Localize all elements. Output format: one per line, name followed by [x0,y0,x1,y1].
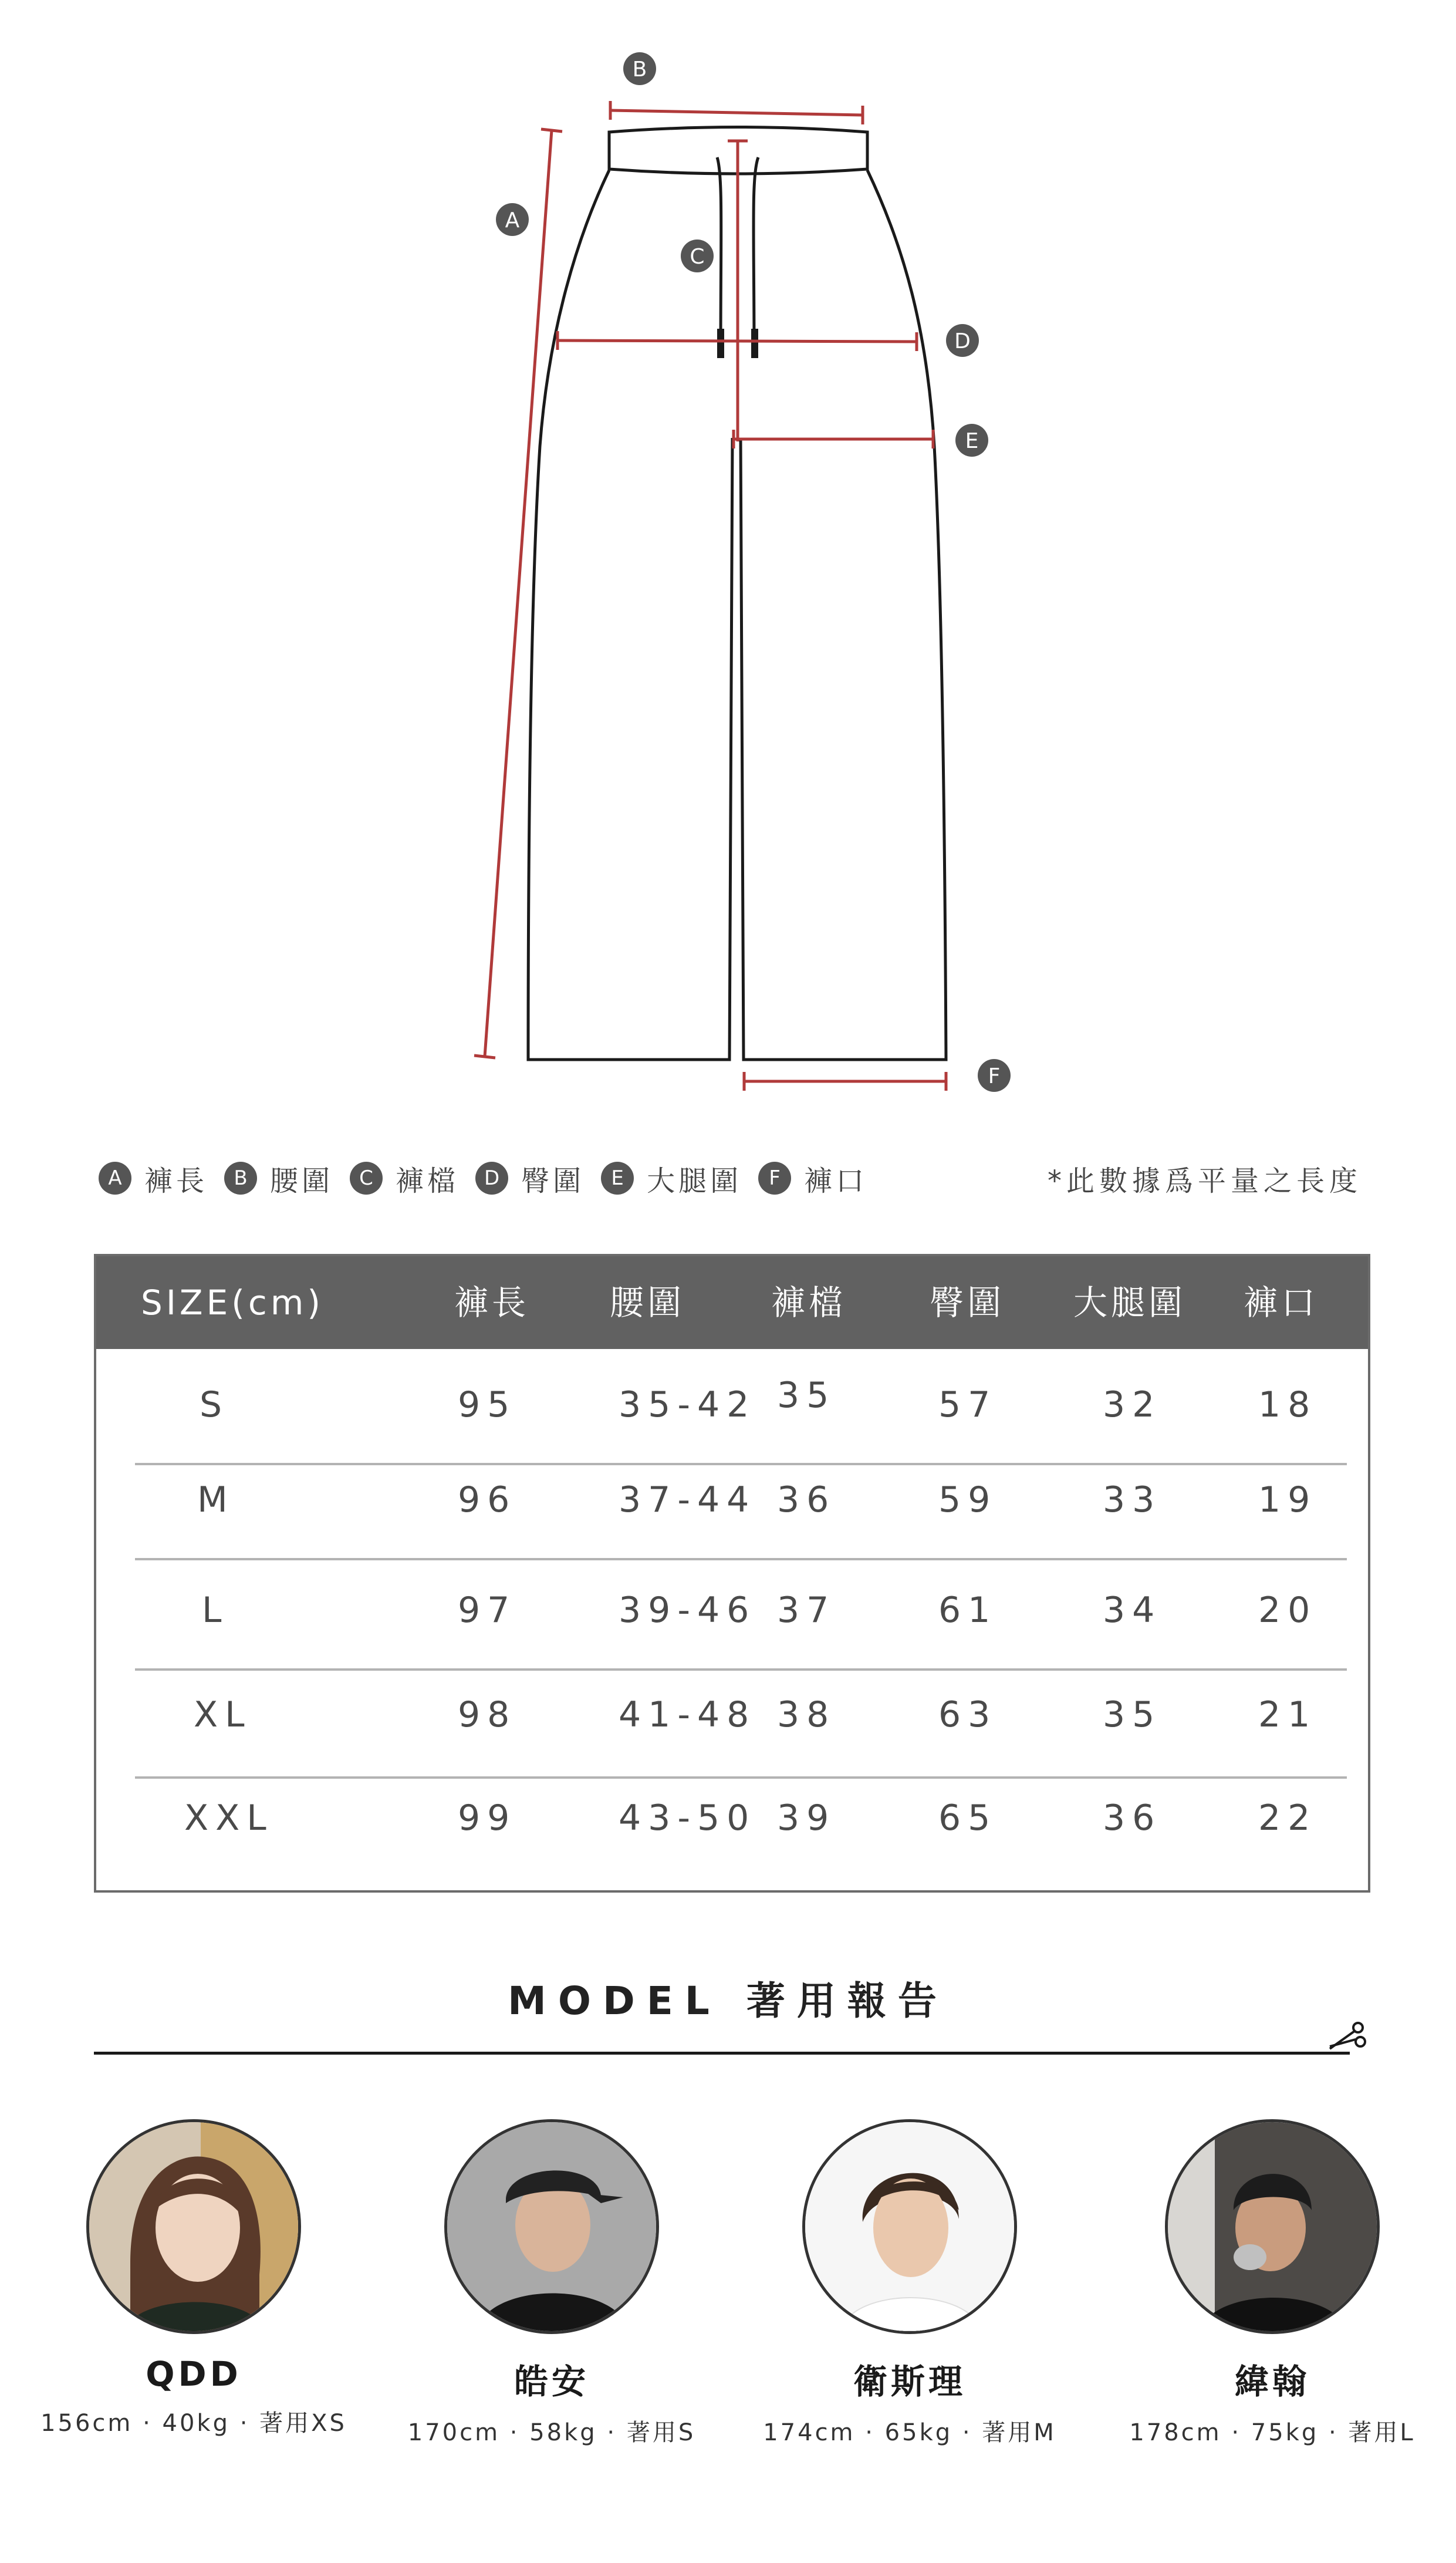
table-header [96,1256,1368,1349]
cell-thigh: 32 [1103,1384,1162,1425]
cell-waist: 39-46 [619,1590,756,1631]
cell-hip: 65 [938,1798,998,1839]
model-card-haoan [387,2119,716,2447]
cell-hem: 22 [1258,1798,1318,1839]
avatar-photo [1165,2119,1380,2334]
marker-badge-a [496,203,529,236]
legend-item-f [758,1158,867,1199]
avatar-photo [802,2119,1017,2334]
legend-item-b [224,1158,333,1199]
legend-badge: D [475,1162,508,1195]
pants-measurement-diagram [0,0,1456,1115]
model-name: QDD [146,2354,242,2394]
cell-thigh: 34 [1103,1590,1162,1631]
header-length: 褲長 [454,1283,530,1323]
header-size: SIZE(cm) [141,1283,324,1323]
header-rise: 褲檔 [771,1283,847,1323]
cell-length: 95 [458,1384,517,1425]
cell-hem: 21 [1258,1694,1318,1735]
legend-badge: F [758,1162,791,1195]
cell-hem: 19 [1258,1479,1318,1520]
marker-label-d: D [954,329,971,353]
avatar-photo [86,2119,301,2334]
cell-thigh: 35 [1103,1694,1162,1735]
legend-item-e [601,1158,742,1199]
model-section-title: MODEL 著用報告 [508,1978,948,2024]
legend-item-d [475,1158,585,1199]
marker-label-f: F [988,1064,1001,1088]
row-divider [135,1463,1347,1465]
cell-size: XL [194,1694,252,1735]
header-thigh: 大腿圍 [1073,1283,1187,1323]
cell-hip: 61 [938,1590,998,1631]
cell-size: S [200,1384,229,1425]
marker-badge-d [946,324,979,357]
cell-hip: 63 [938,1694,998,1735]
avatar-photo [444,2119,659,2334]
size-table [94,1254,1370,1893]
row-divider [135,1668,1347,1671]
cell-size: XXL [184,1798,273,1839]
marker-label-b: B [632,58,647,82]
cell-hip: 57 [938,1384,998,1425]
marker-badge-f [978,1059,1011,1092]
marker-badge-b [623,52,656,85]
model-name: 皓安 [514,2362,589,2402]
cell-rise: 35 [777,1375,836,1416]
model-info: 174cm · 65kg · 著用M [763,2419,1056,2446]
cell-rise: 36 [777,1479,836,1520]
model-info: 156cm · 40kg · 著用XS [40,2410,347,2437]
marker-label-a: A [505,208,520,232]
legend-label: 褲檔 [396,1164,460,1198]
cell-waist: 37-44 [619,1479,756,1520]
cell-length: 99 [458,1798,517,1839]
marker-badge-c [681,240,714,272]
cell-size: M [197,1479,235,1520]
cell-hip: 59 [938,1479,998,1520]
cell-thigh: 36 [1103,1798,1162,1839]
marker-label-e: E [965,429,979,453]
legend-item-a [99,1158,208,1199]
model-card-weihan [1108,2119,1437,2447]
cell-length: 97 [458,1590,517,1631]
cell-rise: 39 [777,1798,836,1839]
legend-item-c [350,1158,459,1199]
cell-waist: 41-48 [619,1694,756,1735]
model-name: 緯翰 [1234,2362,1310,2402]
cell-hem: 18 [1258,1384,1318,1425]
legend-label: 臀圍 [521,1164,585,1198]
legend-badge: E [601,1162,634,1195]
cell-size: L [202,1590,229,1631]
model-info: 178cm · 75kg · 著用L [1129,2419,1416,2446]
cell-length: 98 [458,1694,517,1735]
drawstring-tip-right [751,329,758,358]
cell-rise: 38 [777,1694,836,1735]
cell-length: 96 [458,1479,517,1520]
row-divider [135,1558,1347,1560]
header-hem: 褲口 [1244,1283,1319,1323]
row-divider [135,1776,1347,1779]
legend-badge: C [350,1162,383,1195]
pants-diagram-svg [0,0,1456,1115]
header-hip: 臀圍 [930,1283,1005,1323]
scissors-icon [1327,2019,1369,2057]
cell-waist: 43-50 [619,1798,756,1839]
measurement-note: *此數據爲平量之長度 [1047,1164,1362,1198]
model-name: 衛斯理 [853,2362,966,2402]
drawstring-tip-left [717,329,724,358]
model-card-wesley [745,2119,1074,2447]
model-info: 170cm · 58kg · 著用S [407,2419,696,2446]
cell-thigh: 33 [1103,1479,1162,1520]
measurement-legend [99,1158,884,1199]
legend-label: 褲長 [144,1164,208,1198]
cell-waist: 35-42 [619,1384,756,1425]
legend-label: 褲口 [804,1164,868,1198]
legend-label: 大腿圍 [647,1164,742,1198]
legend-label: 腰圍 [270,1164,334,1198]
cell-hem: 20 [1258,1590,1318,1631]
model-card-qdd [29,2119,358,2438]
marker-label-c: C [690,245,705,269]
legend-badge: A [99,1162,131,1195]
legend-badge: B [224,1162,257,1195]
cell-rise: 37 [777,1590,836,1631]
marker-badge-e [955,424,988,457]
section-divider [94,2052,1350,2055]
header-waist: 腰圍 [610,1283,685,1323]
